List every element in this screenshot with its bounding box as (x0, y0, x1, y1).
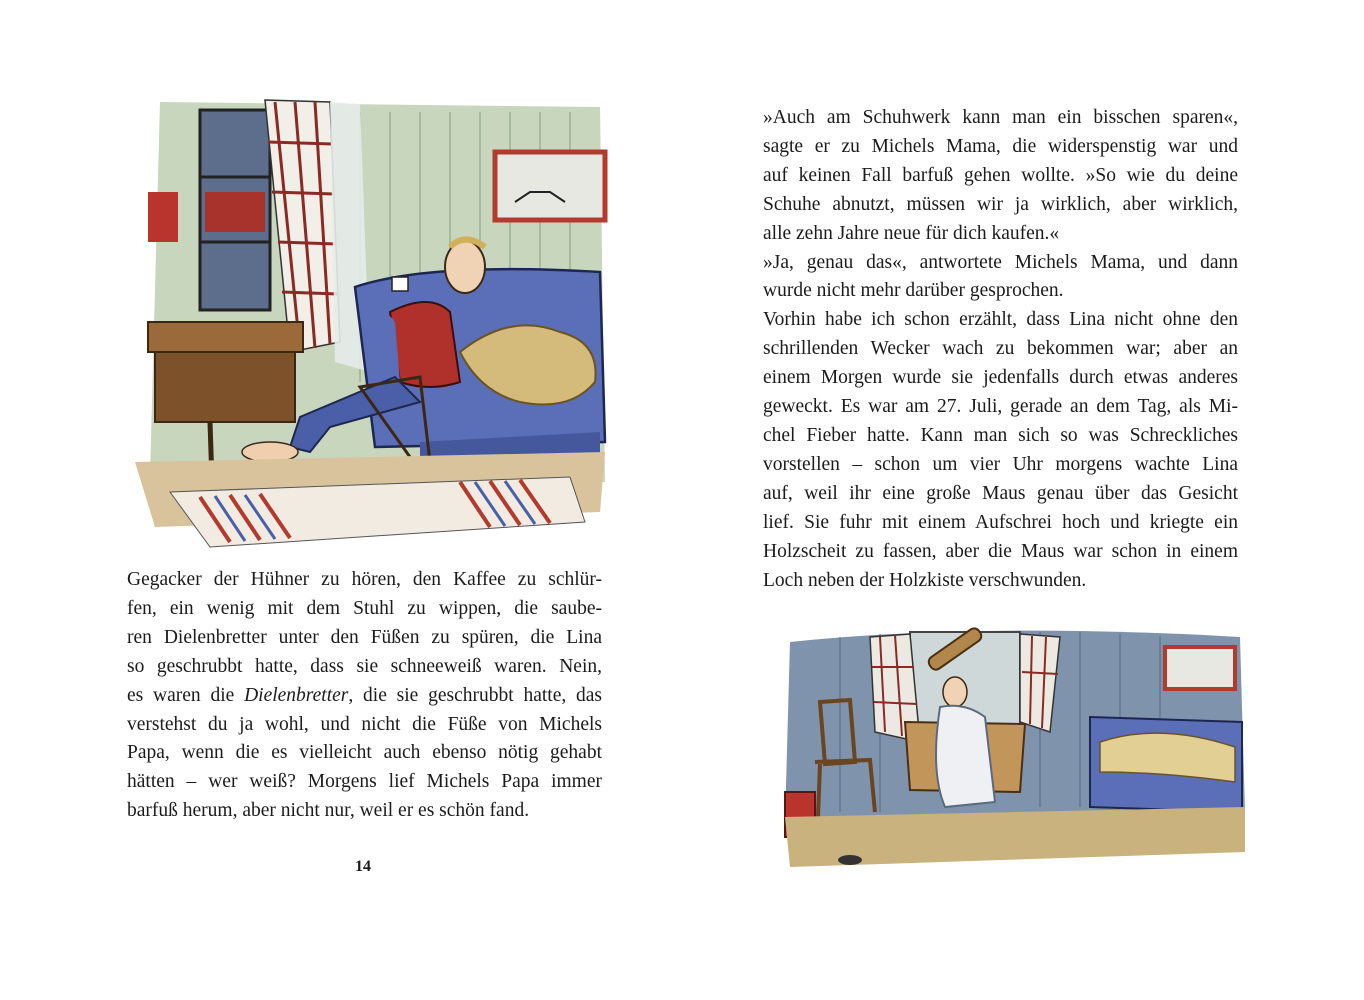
text-line: verstehst du ja wohl, und nicht die Füße von Michels (127, 713, 602, 735)
right-page (682, 0, 1364, 1000)
text-line: lief. Sie fuhr mit einem Aufschrei hoch und kriegte ein (763, 511, 1238, 533)
illustration-lina-with-log (780, 622, 1250, 874)
page-number: 14 (355, 858, 371, 875)
text-line (127, 682, 602, 711)
text-segment: es waren die (127, 684, 245, 706)
text-line: einem Morgen wurde sie jedenfalls durch etwas anderes (763, 367, 1238, 389)
text-line: schrillenden Wecker wach zu bekommen war; aber an (763, 338, 1238, 360)
text-line: ren Dielenbretter unter den Füßen zu spüren, die Lina (127, 626, 602, 648)
text-line: barfuß herum, aber nicht nur, weil er es schön fand. (127, 800, 530, 822)
text-line: Papa, wenn die es vielleicht auch ebenso nötig gehabt (127, 742, 602, 764)
text-segment: , die sie geschrubbt hatte, das (348, 684, 602, 706)
text-line: sagte er zu Michels Mama, die widerspenstig war und (763, 135, 1238, 157)
text-line: Loch neben der Holzkiste verschwunden. (763, 569, 1087, 591)
text-line: Vorhin habe ich schon erzählt, dass Lina nicht ohne den (763, 309, 1238, 331)
text-line: geweckt. Es war am 27. Juli, gerade an dem Tag, als Mi- (763, 396, 1238, 418)
text-line: Holzscheit zu fassen, aber die Maus war schon in einem (763, 540, 1238, 562)
text-line: »Ja, genau das«, antwortete Michels Mama, und dann (763, 251, 1238, 273)
text-line: chel Fieber hatte. Kann man sich so was Schreckliches (763, 424, 1238, 446)
text-line: so geschrubbt hatte, dass sie schneeweiß waren. Nein, (127, 655, 602, 677)
text-line: vorstellen – schon um vier Uhr morgens wachte Lina (763, 453, 1238, 475)
text-line: hätten – wer weiß? Morgens lief Michels Papa immer (127, 771, 602, 793)
text-line: auf keinen Fall barfuß gehen wollte. »So wie du deine (763, 164, 1238, 186)
illustration-father-drinking-coffee (130, 82, 610, 552)
father-coffee-drawing (130, 82, 610, 552)
text-line: »Auch am Schuhwerk kann man ein bisschen sparen«, (763, 107, 1238, 128)
left-page-body-text (127, 566, 602, 826)
text-line: fen, ein wenig mit dem Stuhl zu wippen, die saube- (127, 597, 602, 619)
text-line: wurde nicht mehr darüber gesprochen. (763, 280, 1064, 302)
text-line: alle zehn Jahre neue für dich kaufen.« (763, 222, 1060, 244)
text-line: Schuhe abnutzt, müssen wir ja wirklich, aber wirklich, (763, 193, 1238, 215)
text-line: auf, weil ihr eine große Maus genau über das Gesicht (763, 482, 1238, 504)
text-line: Gegacker der Hühner zu hören, den Kaffee zu schlür- (127, 569, 602, 590)
right-page-body-text (763, 104, 1238, 595)
italic-word: Dielenbretter (244, 684, 349, 706)
lina-log-drawing (780, 622, 1250, 874)
